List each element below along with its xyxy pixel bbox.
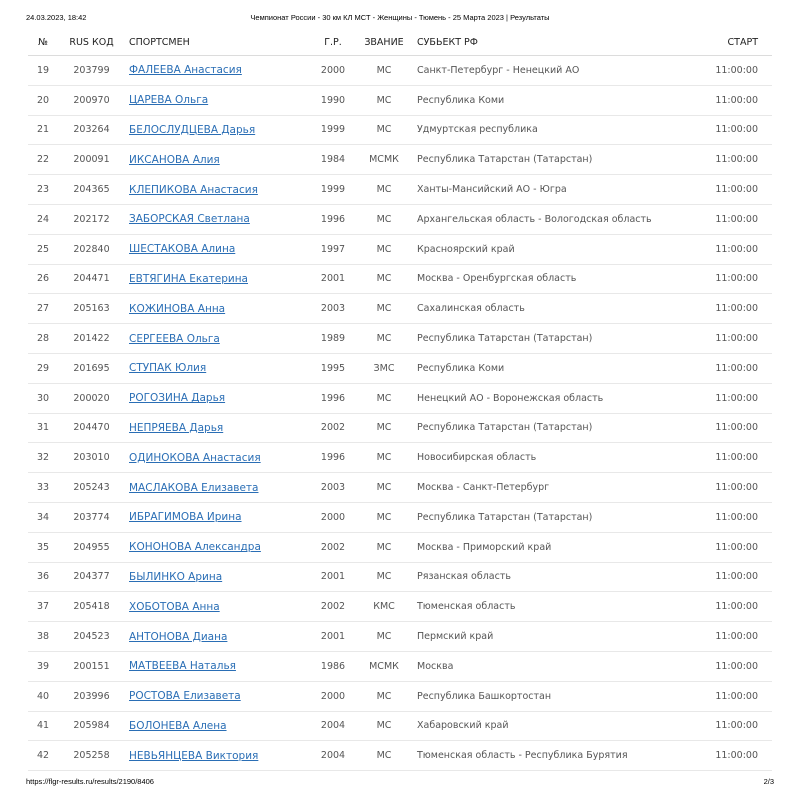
cell-code: 204523 <box>58 622 125 652</box>
table-row <box>28 145 772 175</box>
cell-num: 32 <box>28 443 58 473</box>
cell-start: 11:00:00 <box>710 592 772 622</box>
cell-num: 26 <box>28 264 58 294</box>
cell-region: Республика Коми <box>411 353 710 383</box>
cell-num: 42 <box>28 741 58 771</box>
cell-region: Архангельская область - Вологодская область <box>411 204 710 234</box>
cell-start: 11:00:00 <box>710 383 772 413</box>
print-date: 24.03.2023, 18:42 <box>26 13 87 22</box>
cell-code: 204377 <box>58 562 125 592</box>
athlete-link[interactable]: БЫЛИНКО Арина <box>129 570 223 583</box>
cell-num: 28 <box>28 324 58 354</box>
table-body <box>28 56 772 771</box>
cell-year: 1996 <box>309 204 357 234</box>
cell-athlete <box>125 473 309 503</box>
cell-region: Пермский край <box>411 622 710 652</box>
cell-year: 1996 <box>309 383 357 413</box>
cell-year: 1986 <box>309 651 357 681</box>
athlete-link[interactable]: КОЖИНОВА Анна <box>129 302 226 315</box>
cell-code: 200091 <box>58 145 125 175</box>
cell-athlete <box>125 56 309 86</box>
athlete-link[interactable]: ЕВТЯГИНА Екатерина <box>129 272 248 285</box>
cell-rank: МС <box>357 562 411 592</box>
cell-start: 11:00:00 <box>710 204 772 234</box>
athlete-link[interactable]: ЦАРЕВА Ольга <box>129 94 209 107</box>
cell-region: Красноярский край <box>411 234 710 264</box>
cell-start: 11:00:00 <box>710 741 772 771</box>
cell-start: 11:00:00 <box>710 502 772 532</box>
cell-region: Республика Татарстан (Татарстан) <box>411 145 710 175</box>
cell-region: Москва <box>411 651 710 681</box>
cell-rank: МС <box>357 264 411 294</box>
cell-num: 33 <box>28 473 58 503</box>
table-row <box>28 562 772 592</box>
cell-year: 2004 <box>309 711 357 741</box>
cell-year: 1990 <box>309 85 357 115</box>
cell-rank: МС <box>357 85 411 115</box>
cell-region: Москва - Приморский край <box>411 532 710 562</box>
cell-year: 1984 <box>309 145 357 175</box>
header-year: Г.Р. <box>309 29 357 56</box>
table-row <box>28 175 772 205</box>
cell-region: Тюменская область - Республика Бурятия <box>411 741 710 771</box>
cell-rank: МС <box>357 741 411 771</box>
cell-rank: ЗМС <box>357 353 411 383</box>
cell-year: 2004 <box>309 741 357 771</box>
cell-rank: МС <box>357 204 411 234</box>
page-number: 2/3 <box>763 777 774 786</box>
cell-rank: КМС <box>357 592 411 622</box>
table-row <box>28 294 772 324</box>
cell-rank: МС <box>357 115 411 145</box>
table-row <box>28 592 772 622</box>
cell-athlete <box>125 383 309 413</box>
cell-athlete <box>125 294 309 324</box>
table-row <box>28 115 772 145</box>
cell-num: 20 <box>28 85 58 115</box>
cell-start: 11:00:00 <box>710 115 772 145</box>
table-row <box>28 741 772 771</box>
cell-athlete <box>125 711 309 741</box>
cell-region: Ханты-Мансийский АО - Югра <box>411 175 710 205</box>
table-row <box>28 353 772 383</box>
cell-rank: МС <box>357 383 411 413</box>
cell-athlete <box>125 413 309 443</box>
cell-region: Республика Татарстан (Татарстан) <box>411 413 710 443</box>
cell-rank: МСМК <box>357 651 411 681</box>
cell-athlete <box>125 175 309 205</box>
cell-region: Санкт-Петербург - Ненецкий АО <box>411 56 710 86</box>
athlete-link[interactable]: ФАЛЕЕВА Анастасия <box>129 64 242 77</box>
cell-year: 2001 <box>309 622 357 652</box>
cell-num: 22 <box>28 145 58 175</box>
athlete-link[interactable]: МАСЛАКОВА Елизавета <box>129 481 259 494</box>
cell-start: 11:00:00 <box>710 413 772 443</box>
print-footer <box>26 777 774 789</box>
cell-code: 203799 <box>58 56 125 86</box>
header-num: № <box>28 29 58 56</box>
cell-start: 11:00:00 <box>710 622 772 652</box>
print-title: Чемпионат России - 30 км КЛ МСТ - Женщины - Тюмень - 25 Марта 2023 | Результаты <box>250 13 550 22</box>
athlete-link[interactable]: ОДИНОКОВА Анастасия <box>129 451 261 464</box>
athlete-link[interactable]: БОЛОНЕВА Алена <box>129 719 227 732</box>
cell-num: 24 <box>28 204 58 234</box>
cell-region: Республика Татарстан (Татарстан) <box>411 324 710 354</box>
cell-year: 2002 <box>309 413 357 443</box>
cell-athlete <box>125 622 309 652</box>
athlete-link[interactable]: КОНОНОВА Александра <box>129 541 261 554</box>
table-row <box>28 324 772 354</box>
cell-code: 205243 <box>58 473 125 503</box>
cell-num: 21 <box>28 115 58 145</box>
cell-region: Ненецкий АО - Воронежская область <box>411 383 710 413</box>
cell-athlete <box>125 353 309 383</box>
athlete-link[interactable]: МАТВЕЕВА Наталья <box>129 660 236 673</box>
athlete-link[interactable]: ЗАБОРСКАЯ Светлана <box>129 213 250 226</box>
table-row <box>28 651 772 681</box>
cell-num: 30 <box>28 383 58 413</box>
header-start: СТАРТ <box>710 29 772 56</box>
cell-code: 205163 <box>58 294 125 324</box>
athlete-link[interactable]: РОСТОВА Елизавета <box>129 690 241 703</box>
table-row <box>28 85 772 115</box>
cell-code: 203996 <box>58 681 125 711</box>
cell-code: 204471 <box>58 264 125 294</box>
cell-code: 205418 <box>58 592 125 622</box>
table-row <box>28 711 772 741</box>
cell-rank: МС <box>357 324 411 354</box>
cell-code: 204365 <box>58 175 125 205</box>
athlete-link[interactable]: НЕПРЯЕВА Дарья <box>129 421 224 434</box>
cell-start: 11:00:00 <box>710 443 772 473</box>
cell-start: 11:00:00 <box>710 651 772 681</box>
athlete-link[interactable]: БЕЛОСЛУДЦЕВА Дарья <box>129 123 256 136</box>
cell-rank: МС <box>357 294 411 324</box>
cell-start: 11:00:00 <box>710 681 772 711</box>
cell-rank: МС <box>357 681 411 711</box>
cell-athlete <box>125 741 309 771</box>
print-header <box>26 13 774 25</box>
table-row <box>28 532 772 562</box>
table-row <box>28 383 772 413</box>
cell-start: 11:00:00 <box>710 264 772 294</box>
cell-region: Москва - Оренбургская область <box>411 264 710 294</box>
cell-code: 204955 <box>58 532 125 562</box>
cell-num: 37 <box>28 592 58 622</box>
cell-year: 2000 <box>309 502 357 532</box>
cell-rank: МС <box>357 502 411 532</box>
cell-num: 19 <box>28 56 58 86</box>
cell-code: 202840 <box>58 234 125 264</box>
cell-code: 200020 <box>58 383 125 413</box>
cell-region: Рязанская область <box>411 562 710 592</box>
cell-code: 204470 <box>58 413 125 443</box>
cell-athlete <box>125 204 309 234</box>
cell-code: 205984 <box>58 711 125 741</box>
header-region: СУБЬЕКТ РФ <box>411 29 710 56</box>
cell-code: 203010 <box>58 443 125 473</box>
cell-year: 2001 <box>309 264 357 294</box>
cell-athlete <box>125 145 309 175</box>
cell-start: 11:00:00 <box>710 56 772 86</box>
cell-athlete <box>125 443 309 473</box>
athlete-link[interactable]: РОГОЗИНА Дарья <box>129 392 226 405</box>
cell-athlete <box>125 562 309 592</box>
table-row <box>28 443 772 473</box>
cell-region: Удмуртская республика <box>411 115 710 145</box>
cell-year: 2000 <box>309 56 357 86</box>
cell-num: 39 <box>28 651 58 681</box>
cell-region: Тюменская область <box>411 592 710 622</box>
cell-num: 23 <box>28 175 58 205</box>
cell-year: 2002 <box>309 592 357 622</box>
cell-start: 11:00:00 <box>710 353 772 383</box>
cell-rank: МСМК <box>357 145 411 175</box>
cell-num: 41 <box>28 711 58 741</box>
results-table <box>28 29 772 771</box>
cell-rank: МС <box>357 473 411 503</box>
cell-year: 1999 <box>309 175 357 205</box>
print-url: https://flgr-results.ru/results/2190/8406 <box>26 777 154 786</box>
header-rank: ЗВАНИЕ <box>357 29 411 56</box>
athlete-link[interactable]: КЛЕПИКОВА Анастасия <box>129 183 258 196</box>
cell-athlete <box>125 115 309 145</box>
cell-num: 34 <box>28 502 58 532</box>
cell-num: 38 <box>28 622 58 652</box>
cell-num: 40 <box>28 681 58 711</box>
cell-rank: МС <box>357 532 411 562</box>
cell-athlete <box>125 681 309 711</box>
table-header-row <box>28 29 772 56</box>
cell-year: 2003 <box>309 294 357 324</box>
athlete-link[interactable]: СТУПАК Юлия <box>129 362 207 375</box>
cell-num: 35 <box>28 532 58 562</box>
cell-year: 2003 <box>309 473 357 503</box>
table-row <box>28 473 772 503</box>
athlete-link[interactable]: АНТОНОВА Диана <box>129 630 228 643</box>
cell-region: Республика Татарстан (Татарстан) <box>411 502 710 532</box>
cell-athlete <box>125 85 309 115</box>
cell-start: 11:00:00 <box>710 532 772 562</box>
cell-num: 31 <box>28 413 58 443</box>
cell-code: 201695 <box>58 353 125 383</box>
cell-rank: МС <box>357 56 411 86</box>
table-row <box>28 502 772 532</box>
athlete-link[interactable]: НЕВЬЯНЦЕВА Виктория <box>129 749 259 762</box>
cell-year: 1989 <box>309 324 357 354</box>
cell-start: 11:00:00 <box>710 145 772 175</box>
header-athlete: СПОРТСМЕН <box>125 29 309 56</box>
cell-start: 11:00:00 <box>710 85 772 115</box>
cell-year: 2001 <box>309 562 357 592</box>
cell-code: 203264 <box>58 115 125 145</box>
athlete-link[interactable]: ИКСАНОВА Алия <box>129 153 220 166</box>
cell-rank: МС <box>357 443 411 473</box>
cell-start: 11:00:00 <box>710 473 772 503</box>
cell-num: 27 <box>28 294 58 324</box>
cell-region: Республика Коми <box>411 85 710 115</box>
cell-athlete <box>125 264 309 294</box>
cell-region: Республика Башкортостан <box>411 681 710 711</box>
table-row <box>28 234 772 264</box>
cell-code: 202172 <box>58 204 125 234</box>
cell-athlete <box>125 651 309 681</box>
cell-region: Новосибирская область <box>411 443 710 473</box>
cell-num: 25 <box>28 234 58 264</box>
cell-start: 11:00:00 <box>710 562 772 592</box>
cell-year: 1996 <box>309 443 357 473</box>
cell-year: 1997 <box>309 234 357 264</box>
cell-region: Хабаровский край <box>411 711 710 741</box>
athlete-link[interactable]: СЕРГЕЕВА Ольга <box>129 332 220 345</box>
cell-athlete <box>125 502 309 532</box>
cell-athlete <box>125 532 309 562</box>
cell-year: 1999 <box>309 115 357 145</box>
cell-num: 29 <box>28 353 58 383</box>
cell-rank: МС <box>357 234 411 264</box>
table-row <box>28 264 772 294</box>
cell-code: 205258 <box>58 741 125 771</box>
cell-rank: МС <box>357 175 411 205</box>
cell-rank: МС <box>357 711 411 741</box>
table-row <box>28 622 772 652</box>
cell-code: 201422 <box>58 324 125 354</box>
cell-start: 11:00:00 <box>710 175 772 205</box>
table-row <box>28 681 772 711</box>
cell-start: 11:00:00 <box>710 711 772 741</box>
cell-athlete <box>125 234 309 264</box>
header-code: RUS КОД <box>58 29 125 56</box>
cell-athlete <box>125 592 309 622</box>
cell-region: Москва - Санкт-Петербург <box>411 473 710 503</box>
cell-code: 203774 <box>58 502 125 532</box>
cell-start: 11:00:00 <box>710 294 772 324</box>
cell-year: 2000 <box>309 681 357 711</box>
cell-rank: МС <box>357 413 411 443</box>
athlete-link[interactable]: ХОБОТОВА Анна <box>129 600 220 613</box>
table-row <box>28 56 772 86</box>
cell-num: 36 <box>28 562 58 592</box>
cell-code: 200151 <box>58 651 125 681</box>
table-row <box>28 413 772 443</box>
cell-year: 1995 <box>309 353 357 383</box>
cell-start: 11:00:00 <box>710 324 772 354</box>
cell-region: Сахалинская область <box>411 294 710 324</box>
cell-athlete <box>125 324 309 354</box>
athlete-link[interactable]: ШЕСТАКОВА Алина <box>129 243 236 256</box>
cell-code: 200970 <box>58 85 125 115</box>
athlete-link[interactable]: ИБРАГИМОВА Ирина <box>129 511 242 524</box>
cell-rank: МС <box>357 622 411 652</box>
table-row <box>28 204 772 234</box>
cell-year: 2002 <box>309 532 357 562</box>
cell-start: 11:00:00 <box>710 234 772 264</box>
